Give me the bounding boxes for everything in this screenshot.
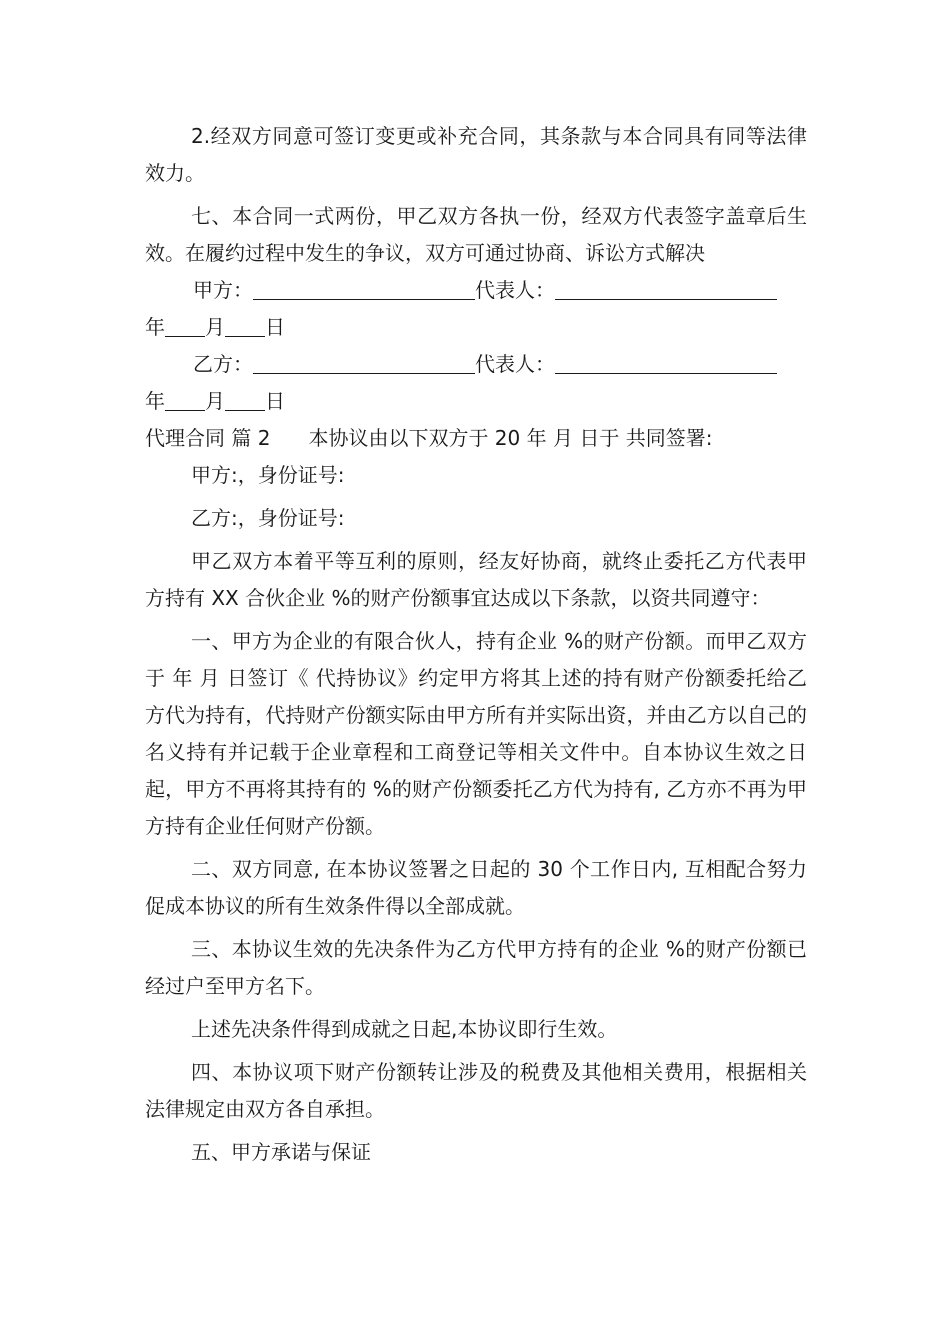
signature-line-party-b bbox=[145, 346, 807, 383]
day-blank bbox=[225, 384, 265, 411]
party-b-id-line: 乙方:，身份证号: bbox=[191, 506, 345, 530]
clause-paragraph: 上述先决条件得到成就之日起,本协议即行生效。 bbox=[191, 1017, 618, 1041]
section-intro: 本协议由以下双方于 20 年 月 日于 共同签署: bbox=[308, 426, 713, 450]
representative-a-blank bbox=[555, 273, 777, 300]
party-b-blank bbox=[253, 347, 475, 374]
party-a-blank bbox=[253, 273, 475, 300]
document-page bbox=[145, 118, 807, 1171]
party-a-label: 甲方： bbox=[193, 278, 253, 302]
month-label: 月 bbox=[205, 389, 225, 413]
representative-label-b: 代表人： bbox=[475, 352, 555, 376]
party-a-id-line: 甲方:，身份证号: bbox=[191, 463, 345, 487]
party-b-label: 乙方： bbox=[193, 352, 253, 376]
date-line-b bbox=[145, 383, 807, 420]
paragraph-clause-seven: 七、本合同一式两份，甲乙双方各执一份，经双方代表签字盖章后生效。在履约过程中发生的争议，双方可通过协商、诉讼方式解决 bbox=[145, 204, 807, 265]
month-blank bbox=[165, 310, 205, 337]
section-title: 代理合同 篇 2 bbox=[145, 426, 271, 450]
date-line-a bbox=[145, 309, 807, 346]
clause-paragraph: 二、双方同意, 在本协议签署之日起的 30 个工作日内, 互相配合努力促成本协议的所有生效条件得以全部成就。 bbox=[145, 857, 807, 918]
year-label: 年 bbox=[145, 389, 165, 413]
month-blank bbox=[165, 384, 205, 411]
section-heading bbox=[145, 420, 807, 457]
day-label: 日 bbox=[265, 389, 285, 413]
month-label: 月 bbox=[205, 315, 225, 339]
signature-line-party-a bbox=[145, 272, 807, 309]
clause-paragraph: 一、甲方为企业的有限合伙人，持有企业 %的财产份额。而甲乙双方于 年 月 日签订《 代持协议》约定甲方将其上述的持有财产份额委托给乙方代为持有，代持财产份额实际由甲方所有并实际出资，并由乙方以自己的名义持有并记载于企业章程和工商登记等相关文件中。自本协议生效之日起，甲方不再将其持有的 %的财产份额委托乙方代为持有, 乙方亦不再为甲方持有企业任何财产份额。 bbox=[145, 629, 807, 838]
clause-paragraph: 五、甲方承诺与保证 bbox=[191, 1140, 371, 1164]
year-label: 年 bbox=[145, 315, 165, 339]
day-blank bbox=[225, 310, 265, 337]
clause-paragraph: 四、本协议项下财产份额转让涉及的税费及其他相关费用，根据相关法律规定由双方各自承担。 bbox=[145, 1060, 807, 1121]
day-label: 日 bbox=[265, 315, 285, 339]
representative-b-blank bbox=[555, 347, 777, 374]
paragraph-supplement-contract: 2.经双方同意可签订变更或补充合同，其条款与本合同具有同等法律效力。 bbox=[145, 124, 807, 185]
representative-label-a: 代表人： bbox=[475, 278, 555, 302]
clause-paragraph: 甲乙双方本着平等互利的原则，经友好协商，就终止委托乙方代表甲方持有 XX 合伙企业 %的财产份额事宜达成以下条款，以资共同遵守： bbox=[145, 549, 807, 610]
clause-paragraph: 三、本协议生效的先决条件为乙方代甲方持有的企业 %的财产份额已经过户至甲方名下。 bbox=[145, 937, 807, 998]
